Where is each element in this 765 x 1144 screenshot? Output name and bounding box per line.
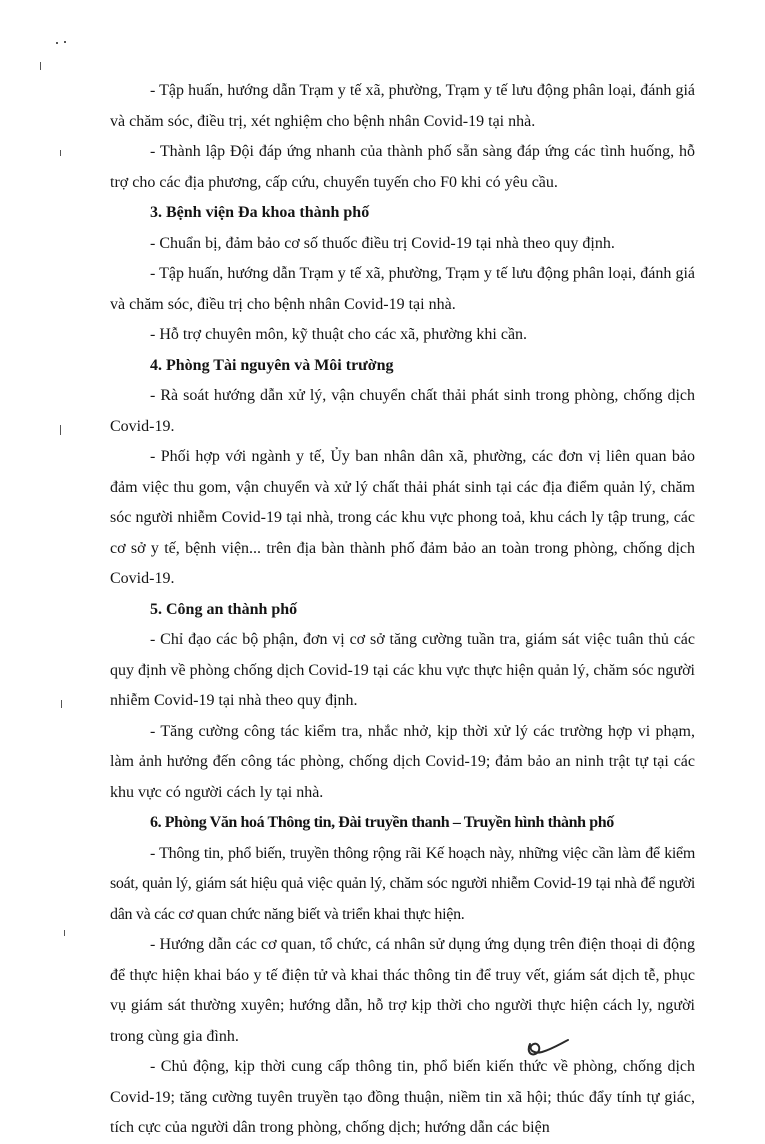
scan-speck (61, 700, 62, 708)
paragraph: - Chỉ đạo các bộ phận, đơn vị cơ sở tăng cường tuần tra, giám sát việc tuân thủ các quy định về phòng chống dịch Covid-19 tại các khu vực thực hiện quản lý, chăm sóc người nhiễm Covid-19 tại nhà theo quy định. (110, 631, 695, 709)
scan-speck (40, 62, 41, 70)
scan-speck (64, 41, 66, 43)
paragraph: - Thành lập Đội đáp ứng nhanh của thành phố sẵn sàng đáp ứng các tình huống, hỗ trợ cho các địa phương, cấp cứu, chuyển tuyến cho F0 khi có yêu cầu. (110, 143, 695, 191)
paragraph: - Rà soát hướng dẫn xử lý, vận chuyển chất thải phát sinh trong phòng, chống dịch Covid-19. (110, 387, 695, 435)
section-heading: 5. Công an thành phố (150, 600, 298, 618)
paragraph: - Chuẩn bị, đảm bảo cơ số thuốc điều trị Covid-19 tại nhà theo quy định. (150, 234, 615, 252)
document-body (110, 76, 695, 1144)
section-heading: 3. Bệnh viện Đa khoa thành phố (150, 204, 370, 221)
paragraph: - Hướng dẫn các cơ quan, tổ chức, cá nhân sử dụng ứng dụng trên điện thoại di động để thực hiện khai báo y tế điện tử và khai thác thông tin để truy vết, giám sát dịch tễ, phục vụ giám sát thường xuyên; hướng dẫn, hỗ trợ kịp thời cho người thực hiện cách ly, người trong cùng gia đình. (110, 936, 695, 1045)
paragraph: - Tập huấn, hướng dẫn Trạm y tế xã, phường, Trạm y tế lưu động phân loại, đánh giá và chăm sóc, điều trị, xét nghiệm cho bệnh nhân Covid-19 tại nhà. (110, 82, 695, 130)
paragraph: - Thông tin, phổ biến, truyền thông rộng rãi Kế hoạch này, những việc cần làm để kiểm soát, quản lý, giám sát hiệu quả việc quản lý, chăm sóc người nhiễm Covid-19 tại nhà để người dân và các cơ quan chức năng biết và triển khai thực hiện. (110, 844, 695, 923)
paragraph: - Phối hợp với ngành y tế, Ủy ban nhân dân xã, phường, các đơn vị liên quan bảo đảm việc thu gom, vận chuyển và xử lý chất thải phát sinh tại các địa điểm quản lý, chăm sóc người nhiễm Covid-19 tại nhà, trong các khu vực phong toả, khu cách ly tập trung, các cơ sở y tế, bệnh viện... trên địa bàn thành phố đảm bảo an toàn trong phòng, chống dịch Covid-19. (110, 448, 695, 587)
paragraph: - Tập huấn, hướng dẫn Trạm y tế xã, phường, Trạm y tế lưu động phân loại, đánh giá và chăm sóc, điều trị cho bệnh nhân Covid-19 tại nhà. (110, 265, 695, 313)
scan-speck (60, 425, 61, 435)
section-heading: 4. Phòng Tài nguyên và Môi trường (150, 356, 394, 374)
handwritten-initial-icon (522, 1030, 572, 1064)
section-heading: 6. Phòng Văn hoá Thông tin, Đài truyền thanh – Truyền hình thành phố (150, 814, 614, 831)
paragraph: - Chủ động, kịp thời cung cấp thông tin, phổ biến kiến thức về phòng, chống dịch Covid-19; tăng cường tuyên truyền tạo đồng thuận, niềm tin xã hội; thúc đẩy tính tự giác, tích cực của người dân trong phòng, chống dịch; hướng dẫn các biện (110, 1058, 695, 1136)
scan-speck (60, 150, 61, 156)
scan-speck (64, 930, 65, 936)
paragraph: - Hỗ trợ chuyên môn, kỹ thuật cho các xã, phường khi cần. (150, 326, 528, 343)
paragraph: - Tăng cường công tác kiểm tra, nhắc nhở, kịp thời xử lý các trường hợp vi phạm, làm ảnh hưởng đến công tác phòng, chống dịch Covid-19; đảm bảo an ninh trật tự tại các khu vực có người cách ly tại nhà. (110, 722, 695, 801)
scan-speck (56, 42, 58, 44)
